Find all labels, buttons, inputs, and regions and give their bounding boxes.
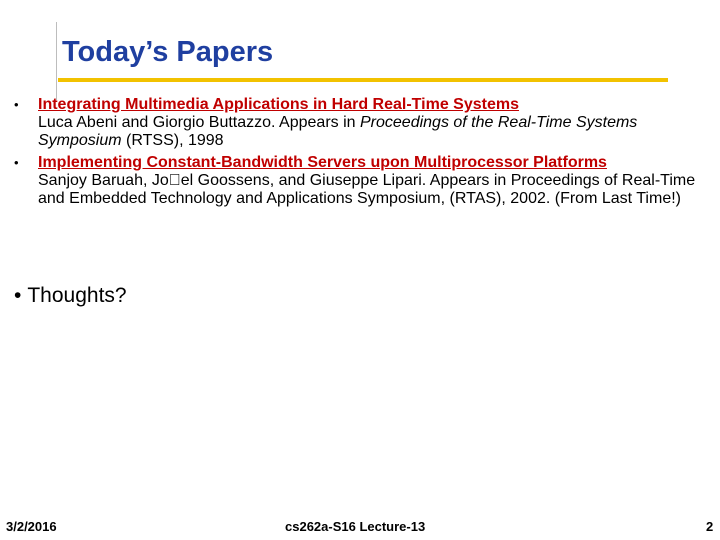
bullet-icon: • [14,97,19,112]
thoughts-bullet [14,284,127,308]
title-underline-rule [58,78,668,82]
thoughts-text: Thoughts? [27,284,127,307]
paper-item [14,96,704,150]
footer-date: 3/2/2016 [6,519,57,534]
paper-venue: Proceedings of the Real-Time Systems Symposium [38,114,638,149]
paper-venue-tail: (RTSS), 1998 [121,132,224,149]
paper-link-baruah[interactable]: Implementing Constant-Bandwidth Servers upon Multiprocessor Platforms [38,154,607,171]
title-side-rule [56,22,57,100]
bullet-icon: • [14,284,22,307]
footer-page-number: 2 [706,519,714,534]
paper-link-abeni[interactable]: Integrating Multimedia Applications in Hard Real-Time Systems [38,96,519,113]
paper-list [14,96,704,212]
paper-authors: Luca Abeni and Giorgio Buttazzo. Appears in [38,114,360,131]
slide-title: Today’s Papers [62,36,274,68]
bullet-icon: • [14,155,19,170]
footer-course: cs262a-S16 Lecture-13 [285,519,426,534]
paper-citation [38,114,704,150]
paper-item [14,154,704,208]
paper-citation: Sanjoy Baruah, Jo el Goossens, and Giuseppe Lipari. Appears in Proceedings of Real-Time and Embedded Technology and Applications Symposium, (RTAS), 2002. (From Last Time!) [38,172,696,207]
